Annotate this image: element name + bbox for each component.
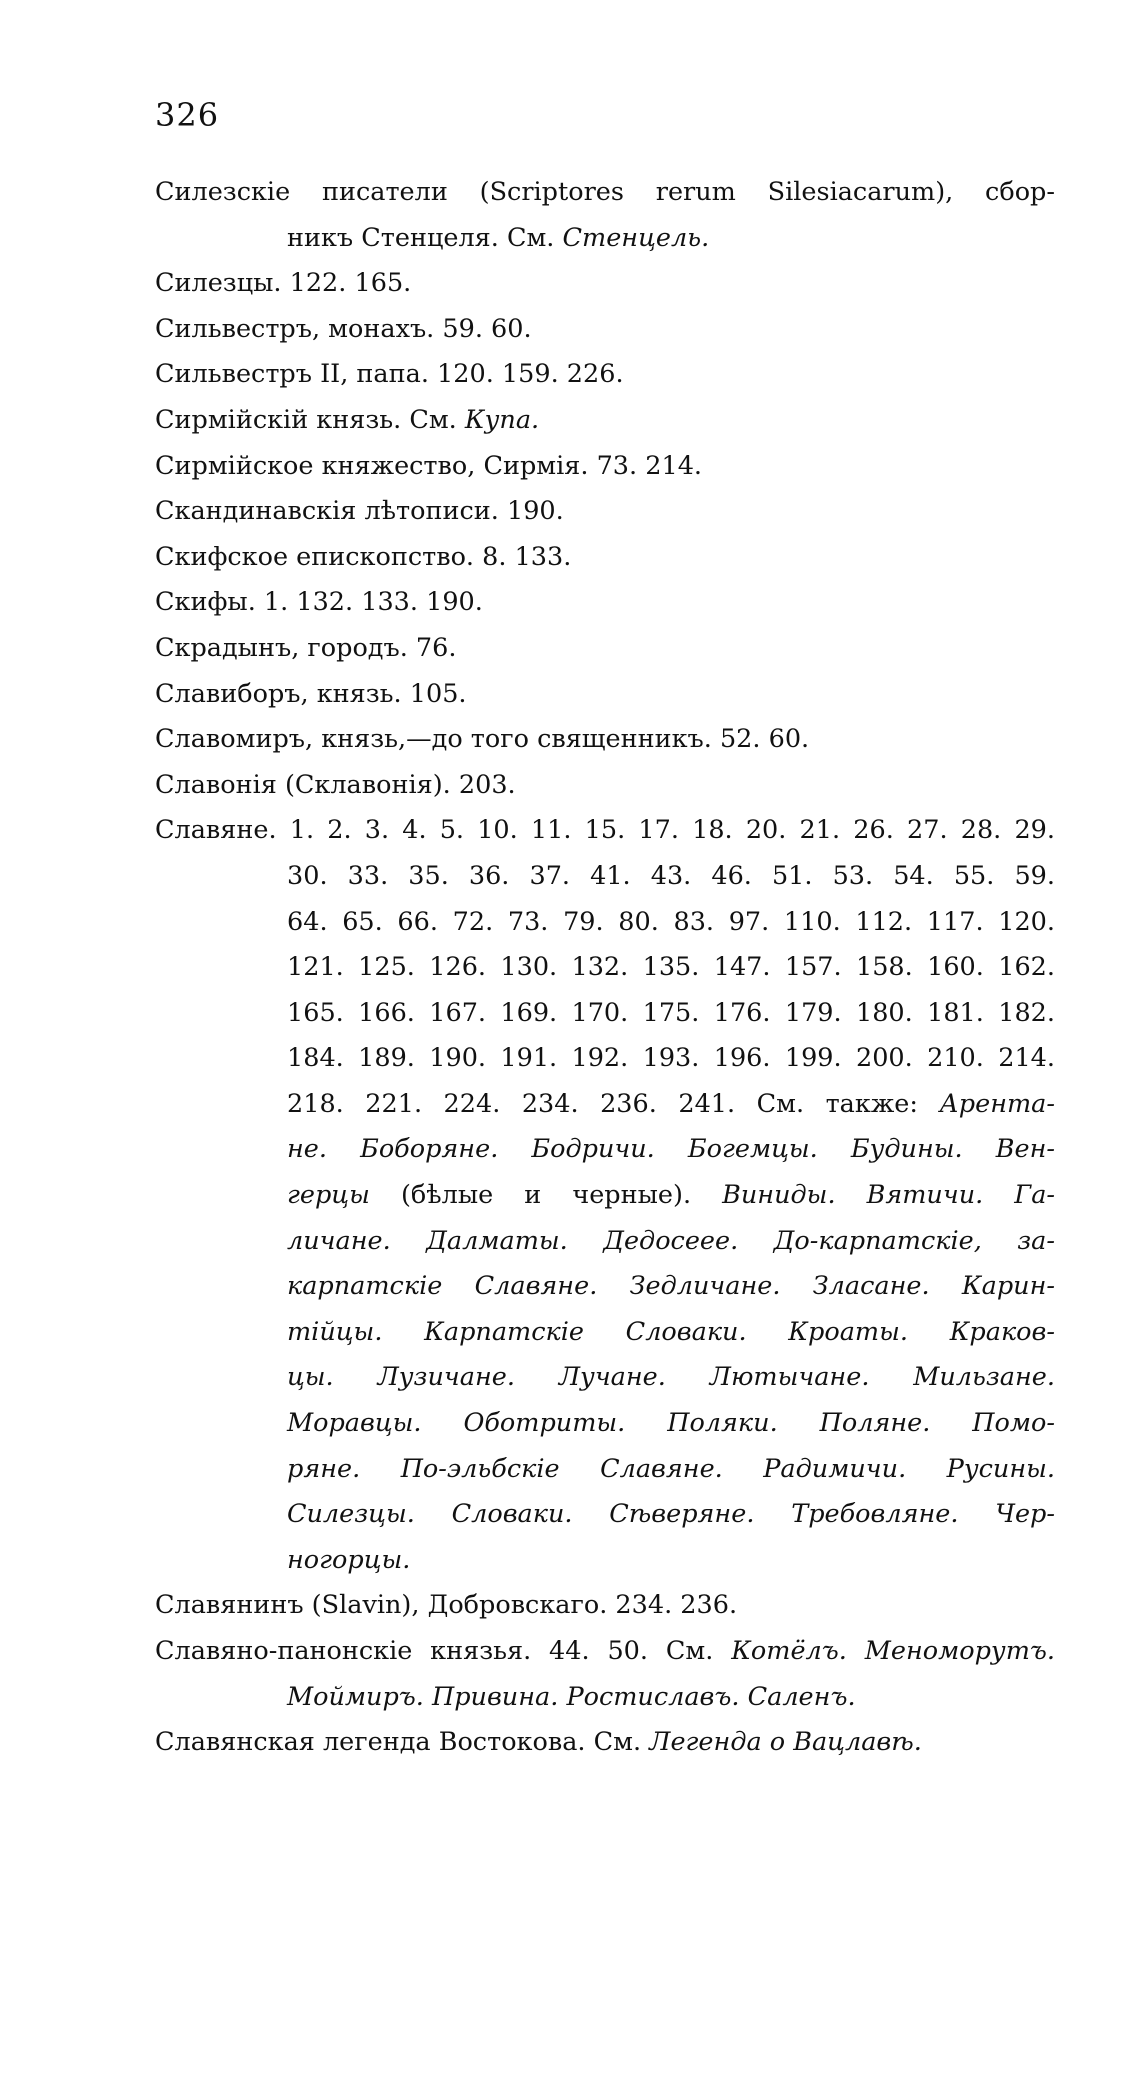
line-content (287, 1362, 1055, 1392)
line-content (287, 1089, 1055, 1119)
cross-reference: ряне. По-эльбскіе Славяне. Радимичи. Русины. (287, 1453, 1055, 1484)
line-content (287, 907, 1055, 937)
entry-text: Скифское епископство. 8. 133. (155, 541, 572, 572)
line-content (287, 998, 1055, 1028)
entry-line (155, 170, 1055, 216)
line-content (287, 1317, 1055, 1347)
entry-text: Славяне. 1. 2. 3. 4. 5. 10. 11. 15. 17. 18. 20. 21. 26. 27. 28. 29. (155, 815, 1055, 846)
cross-reference: Моравцы. Оботриты. Поляки. Поляне. Помо- (287, 1408, 1055, 1439)
entry-line (155, 489, 1055, 535)
entry-text: Славяно-панонскіе князья. 44. 50. См. (155, 1636, 714, 1666)
entry-text: 165. 166. 167. 169. 170. 175. 176. 179. 180. 181. 182. (287, 997, 1055, 1028)
entry-line (155, 1583, 1055, 1629)
line-content (155, 1727, 922, 1757)
entry-line (155, 763, 1055, 809)
index-entry (155, 444, 1055, 490)
entry-text: Сирмійское княжество, Сирмія. 73. 214. (155, 450, 703, 481)
line-content (155, 633, 456, 663)
line-content (155, 268, 411, 298)
index-entry (155, 535, 1055, 581)
entry-line (155, 352, 1055, 398)
line-content (155, 724, 809, 754)
entry-text: Сильвестръ II, папа. 120. 159. 226. (155, 359, 624, 390)
entry-continuation-line (155, 1219, 1055, 1265)
cross-reference: тійцы. Карпатскіе Словаки. Кроаты. Краков- (287, 1316, 1055, 1347)
entry-continuation-line (155, 900, 1055, 946)
cross-reference: Силезцы. Словаки. Сѣверяне. Требовляне. Чер- (287, 1499, 1055, 1530)
entry-continuation-line (155, 1127, 1055, 1173)
cross-reference: Легенда о Вацлавѣ. (649, 1727, 922, 1758)
entry-continuation-line (155, 945, 1055, 991)
line-content (155, 587, 483, 617)
entry-text: (бѣлые и черные). (400, 1180, 692, 1211)
line-content (287, 1545, 410, 1575)
entry-text: Славянинъ (Slavin), Добровскаго. 234. 236. (155, 1590, 738, 1621)
entry-line (155, 261, 1055, 307)
line-content (155, 496, 564, 526)
entry-text: никъ Стенцеля. См. (287, 222, 555, 253)
entry-line (155, 535, 1055, 581)
line-content (155, 314, 532, 344)
entry-text: Скандинавскія лѣтописи. 190. (155, 496, 564, 527)
line-content (287, 223, 709, 253)
line-content (155, 679, 467, 709)
entry-continuation-line (155, 1401, 1055, 1447)
index-entry (155, 1629, 1055, 1720)
entry-continuation-line (155, 1173, 1055, 1219)
line-content (155, 770, 516, 800)
line-content (287, 1682, 856, 1712)
entry-text: Скрадынъ, городъ. 76. (155, 632, 457, 663)
entry-continuation-line (155, 1675, 1055, 1721)
line-content (287, 1043, 1055, 1073)
cross-reference: личане. Далматы. Дедосеее. До-карпатскіе, за- (287, 1225, 1055, 1256)
index-entry (155, 808, 1055, 1583)
line-content (155, 451, 702, 481)
entry-continuation-line (155, 1036, 1055, 1082)
entry-text: Славянская легенда Востокова. См. (155, 1727, 642, 1758)
entry-line (155, 307, 1055, 353)
index-entry (155, 307, 1055, 353)
entry-text: Славомиръ, князь,—до того священникъ. 52. 60. (155, 724, 810, 755)
entry-line (155, 398, 1055, 444)
entry-continuation-line (155, 216, 1055, 262)
entry-line (155, 580, 1055, 626)
index-entry (155, 763, 1055, 809)
entry-continuation-line (155, 991, 1055, 1037)
entry-text: 218. 221. 224. 234. 236. 241. См. также: (287, 1088, 918, 1119)
entry-line (155, 1629, 1055, 1675)
entry-text: 64. 65. 66. 72. 73. 79. 80. 83. 97. 110. 112. 117. 120. (287, 906, 1055, 937)
cross-reference: Купа. (464, 404, 540, 435)
line-content (155, 815, 1055, 845)
cross-reference: Арента- (939, 1088, 1055, 1119)
index-entry (155, 170, 1055, 261)
line-content (155, 1636, 1055, 1666)
entry-text: Славиборъ, князь. 105. (155, 678, 467, 709)
index-entry (155, 352, 1055, 398)
entry-continuation-line (155, 1264, 1055, 1310)
index-entry (155, 398, 1055, 444)
line-content (155, 405, 539, 435)
line-content (287, 1226, 1055, 1256)
line-content (287, 1408, 1055, 1438)
line-content (155, 542, 571, 572)
entry-continuation-line (155, 1492, 1055, 1538)
entry-text: Сильвестръ, монахъ. 59. 60. (155, 313, 532, 344)
line-content (287, 1454, 1055, 1484)
entry-line (155, 808, 1055, 854)
line-content (155, 1590, 737, 1620)
page-number: 326 (155, 96, 220, 134)
cross-reference: Виниды. Вятичи. Га- (722, 1180, 1056, 1211)
line-content (287, 1180, 1055, 1210)
entry-text: 184. 189. 190. 191. 192. 193. 196. 199. 200. 210. 214. (287, 1043, 1055, 1074)
entry-text: 30. 33. 35. 36. 37. 41. 43. 46. 51. 53. 54. 55. 59. (287, 860, 1055, 891)
cross-reference: ногорцы. (287, 1544, 411, 1575)
entry-continuation-line (155, 854, 1055, 900)
entry-line (155, 717, 1055, 763)
index-entry (155, 626, 1055, 672)
entry-text: Силезскіе писатели (Scriptores rerum Silesiacarum), сбор- (155, 177, 1055, 207)
entry-continuation-line (155, 1310, 1055, 1356)
line-content (287, 861, 1055, 891)
index-list (155, 170, 1055, 1766)
cross-reference: Стенцель. (562, 222, 710, 253)
line-content (287, 1134, 1055, 1164)
cross-reference: Котёлъ. Меноморутъ. (731, 1636, 1055, 1666)
cross-reference: карпатскіе Славяне. Зедличане. Зласане. Карин- (287, 1271, 1055, 1302)
line-content (287, 1499, 1055, 1529)
index-entry (155, 261, 1055, 307)
cross-reference: цы. Лузичане. Лучане. Лютычане. Мильзане. (287, 1362, 1055, 1393)
entry-continuation-line (155, 1447, 1055, 1493)
entry-continuation-line (155, 1355, 1055, 1401)
cross-reference: не. Боборяне. Бодричи. Богемцы. Будины. Вен- (287, 1134, 1055, 1165)
index-entry (155, 489, 1055, 535)
entry-text: Сирмійскій князь. См. (155, 404, 457, 435)
entry-line (155, 626, 1055, 672)
entry-line (155, 444, 1055, 490)
entry-line (155, 672, 1055, 718)
entry-continuation-line (155, 1538, 1055, 1584)
line-content (155, 177, 1055, 207)
index-entry (155, 1720, 1055, 1766)
index-entry (155, 672, 1055, 718)
line-content (287, 952, 1055, 982)
index-entry (155, 1583, 1055, 1629)
index-entry (155, 717, 1055, 763)
cross-reference: Моймиръ. Привина. Ростиславъ. Саленъ. (287, 1681, 856, 1712)
line-content (155, 359, 624, 389)
entry-text: Славонія (Склавонія). 203. (155, 769, 516, 800)
entry-text: Скифы. 1. 132. 133. 190. (155, 587, 483, 618)
entry-line (155, 1720, 1055, 1766)
line-content (287, 1271, 1055, 1301)
entry-text: Силезцы. 122. 165. (155, 268, 412, 299)
entry-text: 121. 125. 126. 130. 132. 135. 147. 157. 158. 160. 162. (287, 952, 1055, 983)
index-entry (155, 580, 1055, 626)
cross-reference: герцы (287, 1180, 370, 1211)
entry-continuation-line (155, 1082, 1055, 1128)
